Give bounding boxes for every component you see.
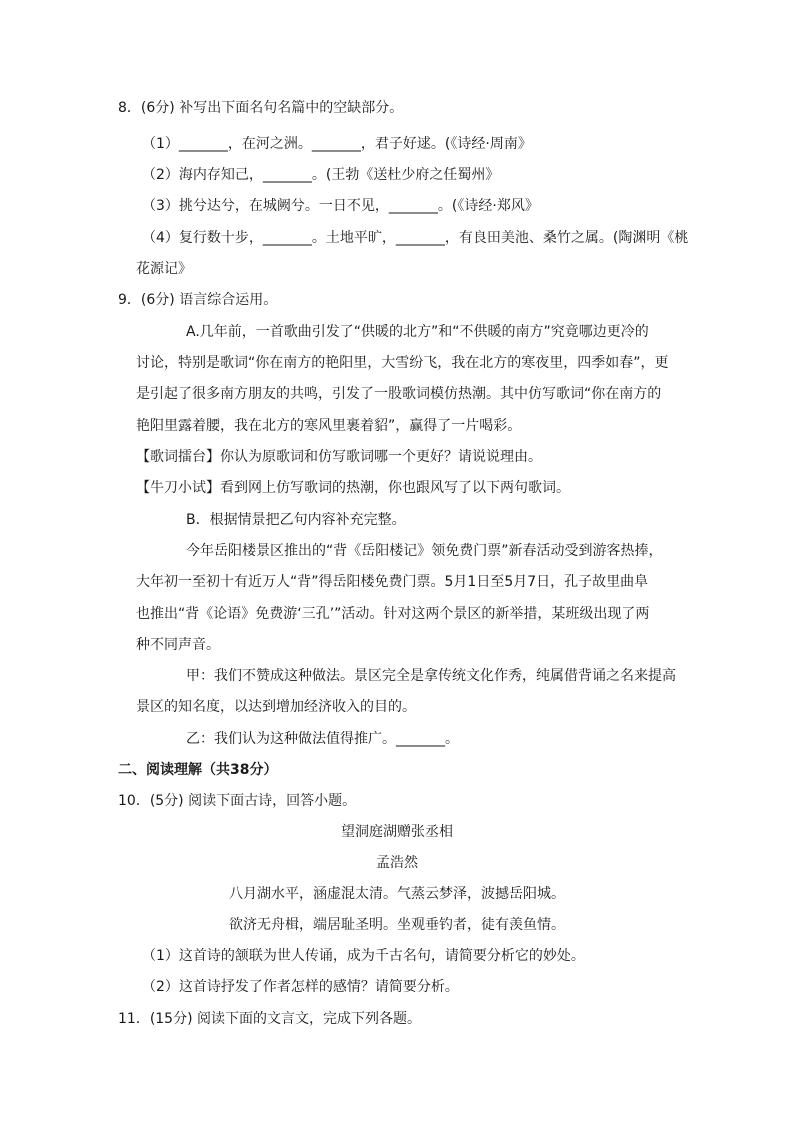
yi-opinion-line: 乙：我们认为这种做法值得推广。_______。: [186, 731, 459, 747]
question-9-b-line-3: 也推出“背《论语》免费游‘三孔’”活动。针对这两个景区的新举措，某班级出现了两: [136, 606, 650, 622]
question-8-item-3: （3）挑兮达兮，在城阙兮。一日不见，_______。(《诗经·郑风》: [142, 198, 539, 214]
question-9-b-line-4: 种不同声音。: [136, 637, 220, 653]
question-9-b-line-2: 大年初一至初十有近万人“背”得岳阳楼免费门票。5月1日至5月7日，孔子故里曲阜: [136, 574, 649, 590]
question-10-sub-1: （1）这首诗的颔联为世人传诵，成为千古名句，请简要分析它的妙处。: [142, 948, 585, 964]
question-8-item-1: （1）_______，在河之洲。_______，君子好逑。(《诗经·周南》: [142, 136, 532, 152]
poem-line-1: 八月湖水平，涵虚混太清。气蒸云梦泽，波撼岳阳城。: [229, 886, 565, 902]
question-9-a-line-3: 是引起了很多南方朋友的共鸣，引发了一股歌词模仿热潮。其中仿写歌词“你在南方的: [136, 386, 662, 402]
question-8-item-2: （2）海内存知己，_______。(王勃《送杜少府之任蜀州》: [142, 167, 500, 183]
poem-line-2: 欲济无舟楫，端居耻圣明。坐观垂钓者，徒有羡鱼情。: [229, 917, 565, 933]
try-hand-prompt: 【牛刀小试】看到网上仿写歌词的热潮，你也跟风写了以下两句歌词。: [136, 480, 570, 496]
question-9-b-line-1: 今年岳阳楼景区推出的“背《岳阳楼记》领免费门票”新春活动受到游客热捧，: [186, 543, 663, 559]
question-9-a-line-4: 艳阳里露着腰，我在北方的寒风里裹着貂”，赢得了一片喝彩。: [136, 418, 522, 434]
question-9-a-line-1: A.几年前，一首歌曲引发了“供暖的北方”和“不供暖的南方”究竟哪边更冷的: [186, 324, 649, 340]
question-9-b-stem: B．根据情景把乙句内容补充完整。: [186, 512, 406, 528]
question-9-stem: 9．(6分) 语言综合运用。: [118, 292, 278, 308]
poem-title: 望洞庭湖赠张丞相: [341, 824, 453, 840]
question-11-stem: 11．(15分) 阅读下面的文言文，完成下列各题。: [118, 1011, 422, 1027]
poem-author: 孟浩然: [376, 855, 418, 871]
question-10-stem: 10．(5分) 阅读下面古诗，回答小题。: [118, 793, 357, 809]
question-8-stem: 8．(6分) 补写出下面名句名篇中的空缺部分。: [118, 100, 404, 116]
section-2-heading: 二、阅读理解（共38分）: [118, 762, 278, 778]
question-8-item-4: （4）复行数十步，_______。土地平旷，_______，有良田美池、桑竹之属。(陶渊明《桃: [142, 230, 689, 246]
question-9-a-line-2: 讨论，特别是歌词“你在南方的艳阳里，大雪纷飞，我在北方的寒夜里，四季如春”，更: [136, 355, 669, 371]
jia-opinion-line-2: 景区的知名度，以达到增加经济收入的目的。: [136, 699, 416, 715]
lyric-stage-prompt: 【歌词擂台】你认为原歌词和仿写歌词哪一个更好？请说说理由。: [136, 449, 542, 465]
question-10-sub-2: （2）这首诗抒发了作者怎样的感情？请简要分析。: [142, 979, 459, 995]
jia-opinion-line-1: 甲：我们不赞成这种做法。景区完全是拿传统文化作秀，纯属借背诵之名来提高: [186, 668, 676, 684]
question-8-item-4-cont: 花源记》: [136, 261, 192, 277]
